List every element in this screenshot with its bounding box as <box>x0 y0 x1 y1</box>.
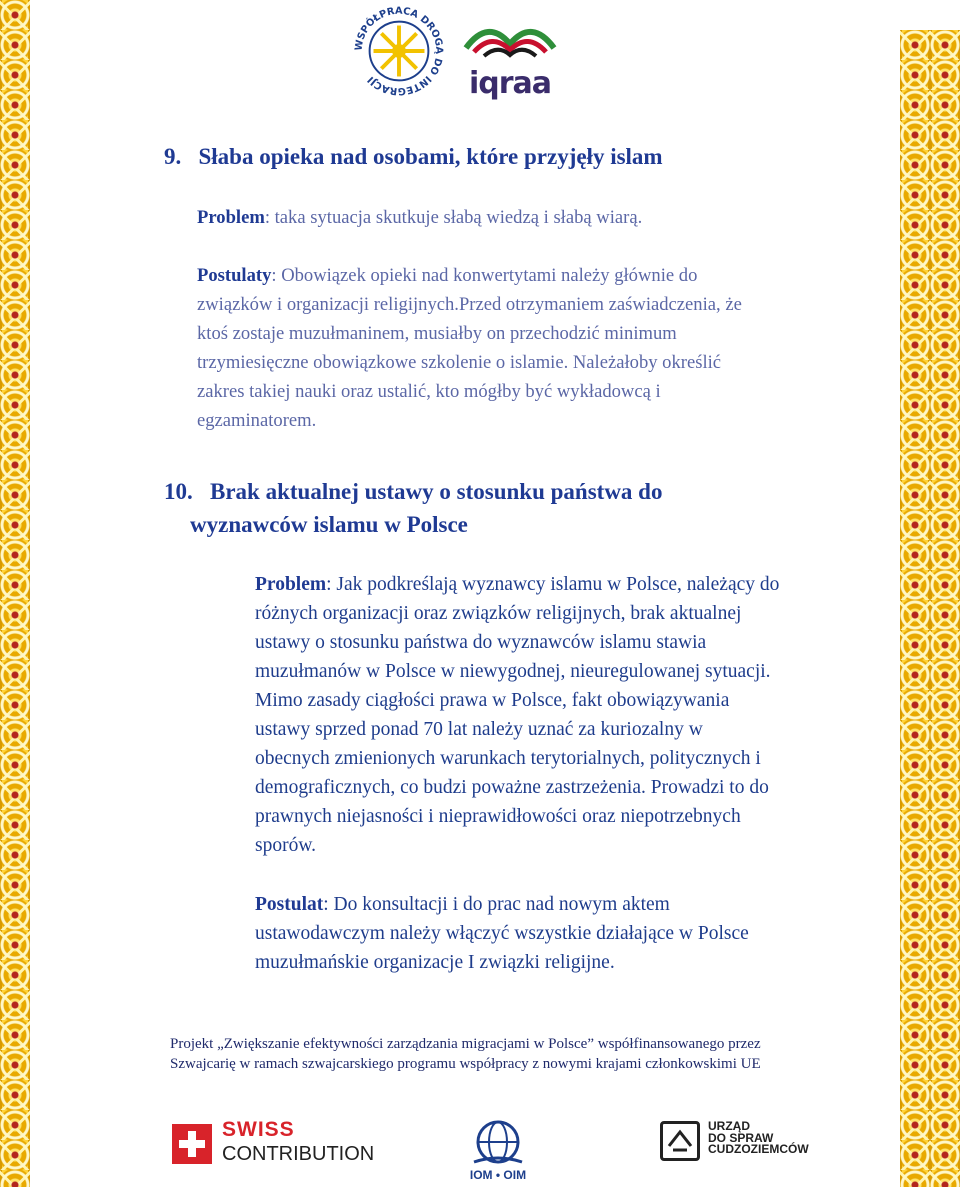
footer-line: Projekt „Zwiększanie efektywności zarządzania migracjami w Polsce” współfinansowanego przez <box>170 1036 761 1052</box>
postulaty-line: zakres takiej nauki oraz ustalić, kto mógłby być wykładowcą i <box>197 381 661 402</box>
iom-logo <box>462 1118 534 1190</box>
postulaty-label: Postulaty <box>197 265 272 286</box>
section-9-problem <box>197 203 877 232</box>
problem-line: : Jak podkreślają wyznawcy islamu w Polsce, należący do <box>326 574 780 595</box>
book-icon <box>458 8 562 68</box>
section-10-postulat <box>255 890 895 977</box>
decorative-border-left <box>0 0 30 1187</box>
problem-line: sporów. <box>255 835 317 856</box>
logo-ring-text: WSPÓŁPRACA DROGĄ DO INTEGRACJI <box>353 5 445 97</box>
problem-line: prawnych niejasności i nieprawidłowości oraz niepotrzebnych <box>255 806 741 827</box>
wspolpraca-logo <box>350 2 448 100</box>
swiss-flag-icon <box>172 1124 212 1164</box>
postulat-line: : Do konsultacji i do prac nad nowym aktem <box>323 894 670 915</box>
udsc-line: URZĄD <box>708 1119 750 1133</box>
postulaty-line: trzymiesięczne obowiązkowe szkolenie o islamie. Należałoby określić <box>197 352 722 373</box>
section-9-postulaty <box>197 261 887 435</box>
postulaty-line: egzaminatorem. <box>197 410 317 431</box>
swiss-contribution-logo <box>172 1118 382 1168</box>
problem-line: muzułmanów w Polsce w niewygodnej, nieuregulowanej sytuacji. <box>255 661 771 682</box>
swiss-logo-line1: SWISS <box>222 1118 295 1141</box>
problem-label: Problem <box>197 207 265 228</box>
iom-globe-icon <box>462 1118 534 1168</box>
swiss-logo-line2: CONTRIBUTION <box>222 1143 375 1165</box>
postulat-line: ustawodawczym należy włączyć wszystkie działające w Polsce <box>255 923 749 944</box>
urzad-do-spraw-cudzoziemcow-logo <box>660 1121 830 1167</box>
postulaty-line: związków i organizacji religijnych.Przed otrzymaniem zaświadczenia, że <box>197 294 742 315</box>
section-10-heading-line2: wyznawców islamu w Polsce <box>190 512 468 537</box>
footer-project-note <box>170 1034 870 1074</box>
iqraa-wordmark: iqraa <box>468 66 552 101</box>
problem-line: demograficznych, co budzi poważne zastrzeżenia. Prowadzi to do <box>255 777 769 798</box>
udsc-line: CUDZOZIEMCÓW <box>708 1142 809 1156</box>
udsc-emblem-icon <box>660 1121 700 1161</box>
footer-line: Szwajcarię w ramach szwajcarskiego programu współpracy z nowymi krajami członkowskimi UE <box>170 1056 761 1072</box>
problem-line: obecnych zmienionych warunkach terytorialnych, politycznych i <box>255 748 761 769</box>
udsc-line: DO SPRAW <box>708 1130 774 1145</box>
iom-logo-label: IOM • OIM <box>469 1168 527 1182</box>
problem-text: : taka sytuacja skutkuje słabą wiedzą i słabą wiarą. <box>264 207 643 228</box>
problem-line: ustawy sprzed ponad 70 lat należy uznać za kuriozalny w <box>255 719 703 740</box>
section-10-heading-line1: 10. Brak aktualnej ustawy o stosunku państwa do <box>164 479 663 504</box>
decorative-border-right <box>900 30 960 1187</box>
section-10-problem <box>255 570 895 860</box>
problem-line: różnych organizacji oraz związków religijnych, brak aktualnej <box>255 603 742 624</box>
problem-label: Problem <box>255 574 327 595</box>
postulat-line: muzułmańskie organizacje I związki religijne. <box>255 952 615 973</box>
iqraa-logo <box>458 8 562 100</box>
postulat-label: Postulat <box>255 894 324 915</box>
problem-line: Mimo zasady ciągłości prawa w Polsce, fakt obowiązywania <box>255 690 730 711</box>
postulaty-line: ktoś zostaje muzułmaninem, musiałby on przechodzić minimum <box>197 323 677 344</box>
postulaty-line: : Obowiązek opieki nad konwertytami należy głównie do <box>271 265 698 286</box>
problem-line: ustawy o stosunku państwa do wyznawców islamu stawia <box>255 632 707 653</box>
section-9-heading: 9. Słaba opieka nad osobami, które przyjęły islam <box>164 144 663 169</box>
